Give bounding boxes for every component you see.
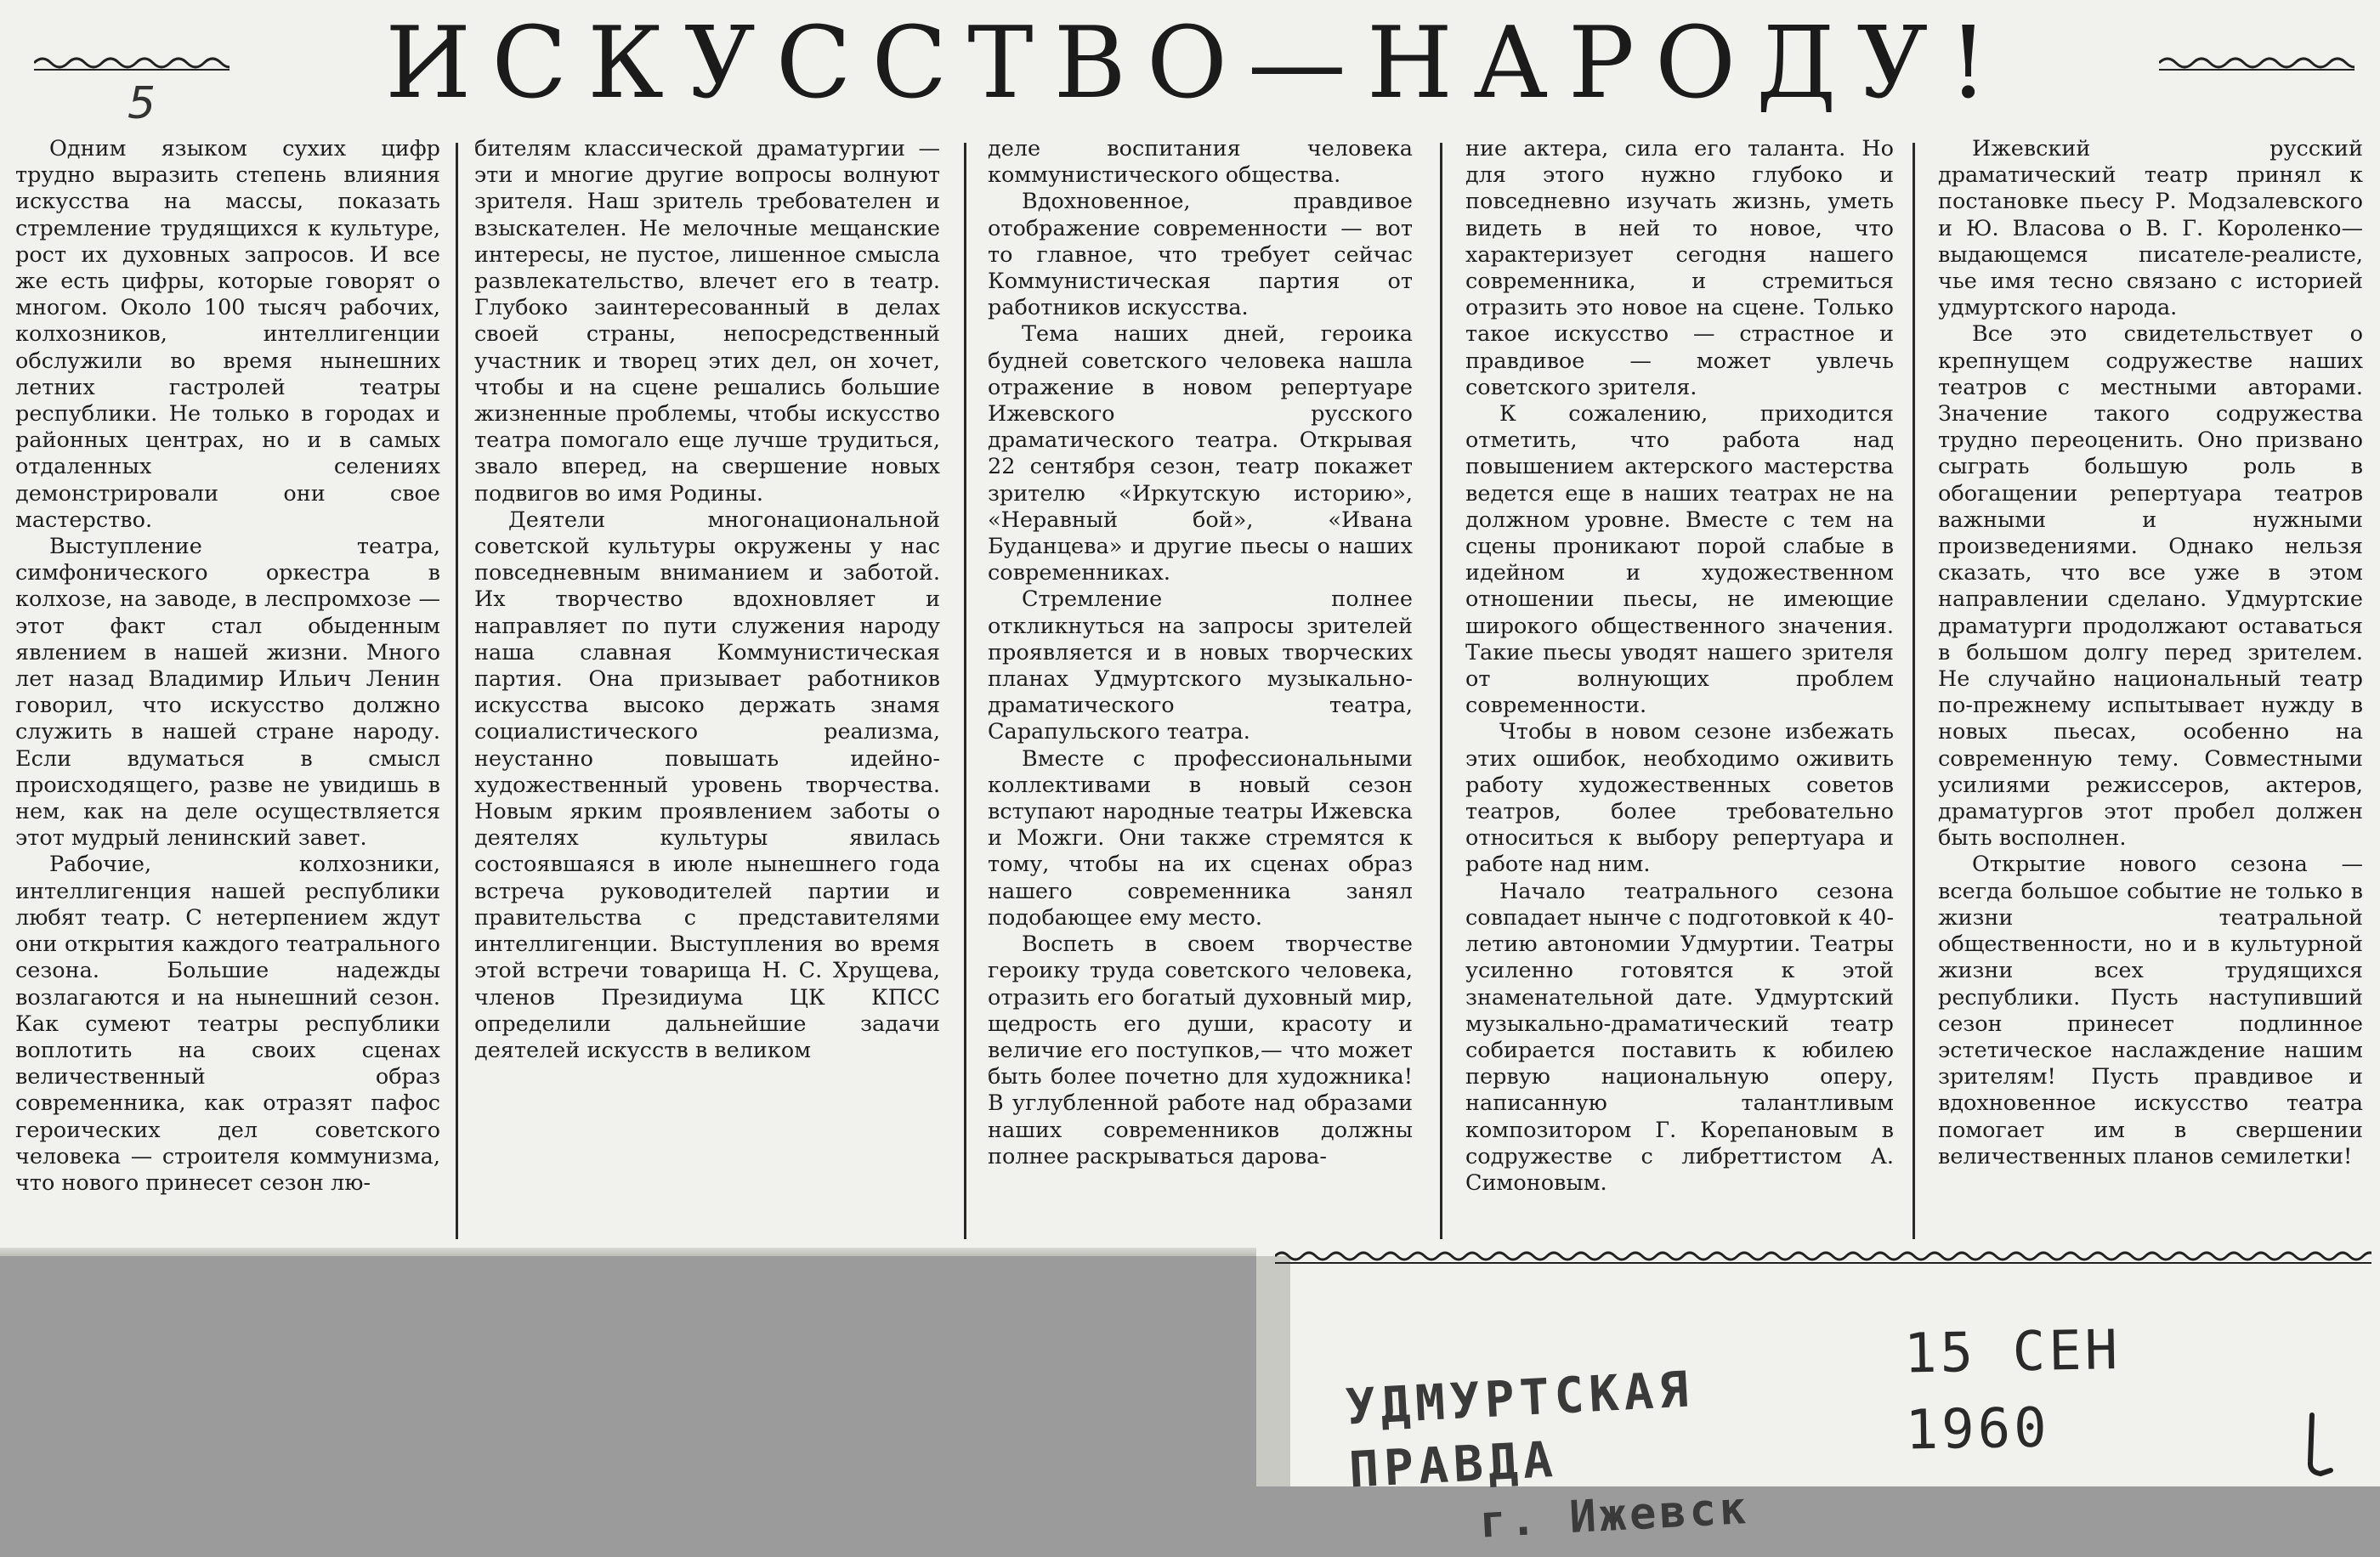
article-column-4 [1465,136,1894,1232]
handwritten-page-mark: 5 [128,78,156,129]
paragraph: Стремление полнее откликнуться на запросы зрителей проявляется и в новых творческих планах Удмуртского музыкально-драматического театра, Сарапульского театра. [988,586,1413,745]
paragraph: Воспеть в своем творчестве героику труда советского человека, отразить его богатый духовный мир, щедрость его души, красоту и величие его поступков,— что может быть более почетно для художника! В углубленной работе над образами наших современников должны полнее раскрываться дарова- [988,931,1413,1169]
ink-scribble-icon [2286,1411,2338,1479]
paragraph: К сожалению, приходится отметить, что работа над повышением актерского мастерства ведется еще в наших театрах не на должном уровне. Вместе с тем на сцены проникают порой слабые в идейном и художественном отношении пьесы, не имеющие широкого общественного значения. Такие пьесы уводят нашего зрителя от волнующих проблем современности. [1465,401,1894,719]
paragraph: ние актера, сила его таланта. Но для этого нужно глубоко и повседневно изучать жизнь, уметь видеть в ней то новое, что характеризует сегодня нашего современника, и стремиться отразить это новое на сцене. Только такое искусство — страстное и правдивое — может увлечь советского зрителя. [1465,136,1894,400]
column-divider [964,143,966,1239]
newspaper-stamp-name: УДМУРТСКАЯ ПРАВДА [1344,1360,1695,1499]
paragraph: Все это свидетельствует о крепнущем содружестве наших театров с местными авторами. Значение такого содружества трудно переоценить. Оно призвано сыграть большую роль в обогащении репертуара театров важными и нужными произведениями. Однако нельзя сказать, что все уже в этом направлении сделано. Удмуртские драматурги продолжают оставаться в большом долгу перед зрителем. Не случайно национальный театр по-прежнему испытывает нужду в новых пьесах, особенно на современную тему. Совместными усилиями режиссеров, актеров, драматургов этот пробел должен быть восполнен. [1938,321,2363,852]
paragraph: Вместе с профессиональными коллективами в новый сезон вступают народные театры Ижевска и Можги. Они также стремятся к тому, чтобы на их сценах образ нашего современника занял подобающее ему место. [988,745,1413,931]
paragraph: Одним языком сухих цифр трудно выразить степень влияния искусства на массы, показать стремление трудящихся к культуре, рост их духовных запросов. И все же есть цифры, которые говорят о многом. Около 100 тысяч рабочих, колхозников, интеллигенции обслужили во время нынешних летних гастролей театры республики. Не только в городах и районных центрах, но и в самых отдаленных селениях демонстрировали они свое мастерство. [15,136,440,533]
column-divider [456,143,458,1239]
article-column-2 [474,136,940,1232]
column-divider [1912,143,1915,1239]
article-end-wavy-rule [1275,1249,2372,1266]
paragraph: Деятели многонациональной советской культуры окружены у нас повседневным вниманием и заботой. Их творчество вдохновляет и направляет по пути служения народу наша славная Коммунистическая партия. Она призывает работников искусства высоко держать знамя социалистического реализма, неустанно повышать идейно-художественный уровень творчества. Новым ярким проявлением заботы о деятелях культуры явилась состоявшаяся в июле нынешнего года встреча руководителей партии и правительства с представителями интеллигенции. Выступления во время этой встречи товарища Н. С. Хрущева, членов Президиума ЦК КПСС определили дальнейшие задачи деятелей искусств в великом [474,507,940,1063]
article-column-1 [15,136,440,1232]
column-divider [1440,143,1442,1239]
paper-torn-edge [1256,1256,1290,1486]
paragraph: Чтобы в новом сезоне избежать этих ошибок, необходимо оживить работу художественных советов театров, более требовательно относиться к выбору репертуара и работе над ним. [1465,719,1894,878]
headline-wavy-rule-left [34,53,230,73]
date-stamp: 15 СЕН 1960 [1903,1319,2122,1463]
paragraph: Ижевский русский драматический театр принял к постановке пьесу Р. Модзалевского и Ю. Власова о В. Г. Короленко— выдающемся писателе-реалисте, чье имя тесно связано с историей удмуртского народа. [1938,136,2363,321]
paragraph: бителям классической драматургии — эти и многие другие вопросы волнуют зрителя. Наш зритель требователен и взыскателен. Не мелочные мещанские интересы, не пустое, лишенное смысла развлекательство, влечет его в театр. Глубоко заинтересованный в делах своей страны, непосредственный участник и творец этих дел, он хочет, чтобы и на сцене решались большие жизненные проблемы, чтобы искусство театра помогало еще лучше трудиться, звало вперед, на свершение новых подвигов во имя Родины. [474,136,940,507]
headline-title: ИСКУССТВО—НАРОДУ! [385,6,2009,121]
paragraph: Выступление театра, симфонического оркестра в колхозе, на заводе, в леспромхозе — этот факт стал обыденным явлением в нашей жизни. Много лет назад Владимир Ильич Ленин говорил, что искусство должно служить в нашей стране народу. Если вдуматься в смысл происходящего, разве не увидишь в нем, как на деле осуществляется этот мудрый ленинский завет. [15,534,440,852]
paragraph: Вдохновенное, правдивое отображение современности — вот то главное, что требует сейчас Коммунистическая партия от работников искусства. [988,189,1413,321]
paragraph: Открытие нового сезона — всегда большое событие не только в жизни театральной общественности, но и в культурной жизни всех трудящихся республики. Пусть наступивший сезон принесет подлинное эстетическое наслаждение нашим зрителям! Пусть правдивое и вдохновенное искусство театра помогает им в свершении величественных планов семилетки! [1938,852,2363,1169]
article-column-3 [988,136,1413,1232]
newspaper-stamp [1344,1352,1792,1549]
newspaper-stamp-city: г. Ижевск [1478,1483,1751,1549]
headline-banner [0,0,2380,127]
article-column-5 [1938,136,2363,1249]
paragraph: Тема наших дней, героика будней советского человека нашла отражение в новом репертуаре Ижевского русского драматического театра. Открывая 22 сентября сезон, театр покажет зрителю «Иркутскую историю», «Неравный бой», «Ивана Буданцева» и другие пьесы о наших современниках. [988,321,1413,586]
paragraph: деле воспитания человека коммунистического общества. [988,136,1413,189]
paragraph: Рабочие, колхозники, интеллигенция нашей республики любят театр. С нетерпением ждут они открытия каждого театрального сезона. Большие надежды возлагаются и на нынешний сезон. Как сумеют театры республики воплотить на своих сценах величественный образ современника, как отразят пафос героических дел советского человека — строителя коммунизма, что нового принесет сезон лю- [15,852,440,1196]
headline-wavy-rule-right [2159,53,2354,73]
paragraph: Начало театрального сезона совпадает нынче с подготовкой к 40-летию автономии Удмуртии. Театры усиленно готовятся к этой знаменательной дате. Удмуртский музыкально-драматический театр собирается поставить к юбилею первую национальную оперу, написанную талантливым композитором Г. Корепановым в содружестве с либреттистом А. Симоновым. [1465,878,1894,1196]
